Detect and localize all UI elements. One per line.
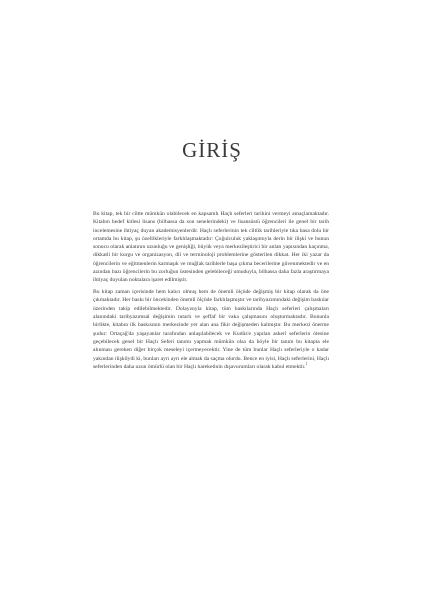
footnote-marker: 1 — [305, 361, 308, 366]
paragraph-2 — [93, 288, 329, 371]
chapter-title: GİRİŞ — [182, 138, 242, 162]
paragraph-1-text: Bu kitap, tek bir ciltte mümkün olabilecek en kapsamlı Haçlı seferleri tarihini vermeyi amaçlamaktadır. Kitabın hedef kitlesi lisans (bilhassa da son senelerindeki) ve lisansüstü öğrencileri ile genel bir tarih incelemesine ihtiyaç duyan akademisyenlerdir. Haçlı seferlerinin tek ciltlik tarihleriyle tıka basa dolu bir ortamda bu kitap, şu özellikleriyle farklılaşmaktadır: Çoğulculuk yaklaşımıyla derin bir ilişki ve bunun sonucu olarak anlatının uzunluğu ve genişliği, büyük veya merkezileştirici bir anlatı yapısından kaçınma, dikkatli bir kurgu ve organizasyon, dil ve terminoloji problemlerine gösterilen dikkat. Her iki yazar da öğrencilerin ve eğitmenlerin karmaşık ve muğlak tarihlerle başa çıkma becerilerine güvenmektedir ve en azından bazı öğrencilerin bu zorluğun üstesinden gelebileceği umuduyla, bilhassa daha fazla araştırmaya ihtiyaç duyulan noktalara işaret edilmiştir. — [93, 211, 329, 284]
paragraph-2-text: Bu kitap zaman içerisinde hem kalıcı olmuş hem de önemli ölçüde değişmiş bir kitap olarak da öne çıkmaktadır. Her baskı bir öncekinden önemli ölçüde farklılaşmıştır ve tarihyazımındaki değişim baskılar üzerinden takip edilebilmektedir. Dolayısıyla kitap, tüm baskılarında Haçlı seferleri çalışmaları alanındaki tarihyazımsal değişimin tutarlı ve şeffaf bir vaka çalışmasını oluşturmaktadır. Bununla birlikte, kitabın ilk baskısının merkezinde yer alan ana fikir değişmeden kalmıştır. Bu merkezi önerme şudur: Ortaçağ'da yaşayanlar tarafından anlaşılabilecek ve Kudüs'e yapılan askerî seferlerin ötesine geçebilecek genel bir Haçlı Seferi tanımı yapmak mümkün olsa da böyle bir tanım bu kitapta ele alınması gereken diğer birçok meseleyi içermeyecektir. Yine de tüm bunlar Haçlı seferleriyle o kadar yakından ilişkilydi ki, bunları ayrı ayrı ele almak da saçma olurdu. Bence en iyisi, Haçlı seferlerini, Haçlı seferlerinden daha uzun ömürlü olan bir Haçlı hareketinin dışavurumları olarak kabul etmektir. — [93, 289, 329, 370]
paragraph-1 — [93, 210, 329, 285]
chapter-body — [93, 210, 329, 371]
